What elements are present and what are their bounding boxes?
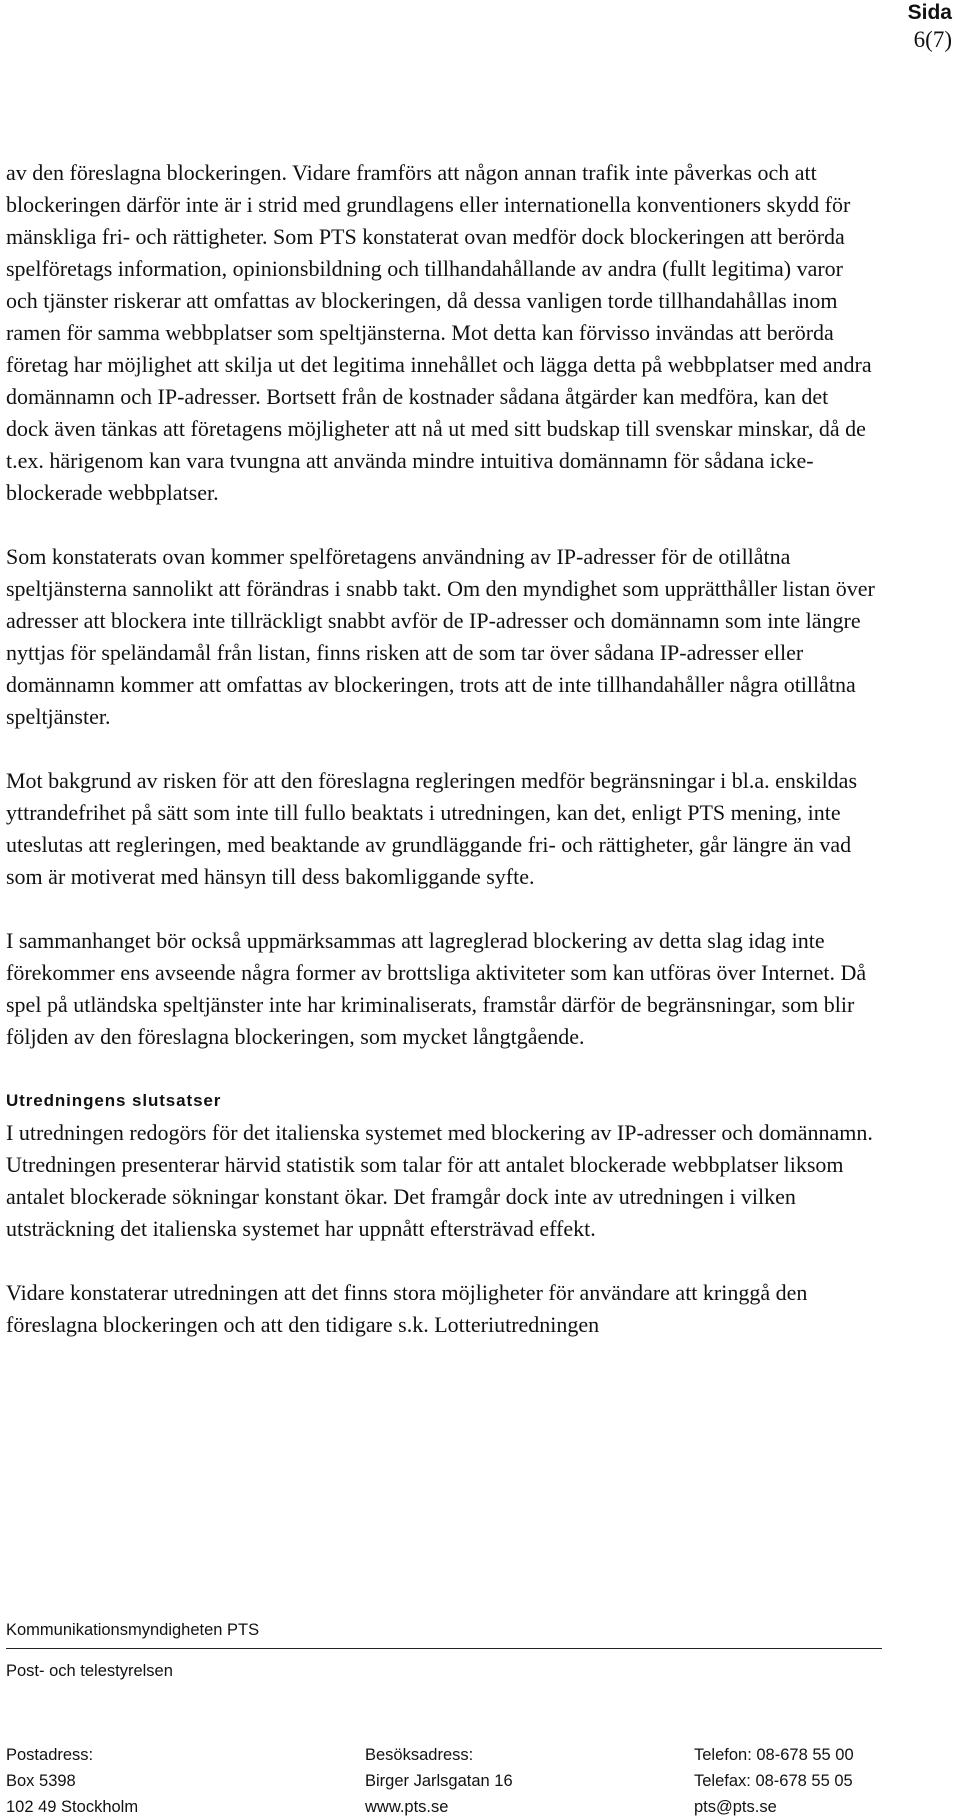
body-paragraph-2: Som konstaterats ovan kommer spelföretagens användning av IP-adresser för de otillåtna speltjänsterna sannolikt att förändras i snabb takt. Om den myndighet som upprätthåller listan över adresser att blockera inte tillräckligt snabbt avför de IP-adresser och domännamn som inte längre nyttjas för speländamål från listan, finns risken att de som tar över sådana IP-adresser eller domännamn kommer att omfattas av blockeringen, trots att de inte tillhandahåller några otillåtna speltjänster.	[6, 544, 875, 729]
visit-label: Besöksadress:	[365, 1746, 474, 1764]
footer-contact	[694, 1742, 854, 1820]
page-label: Sida	[907, 1, 952, 24]
body-paragraph-4: I sammanhanget bör också uppmärksammas att lagreglerad blockering av detta slag idag inte förekommer ens avseende några former av brottsliga aktiviteter som kan utföras över Internet. Då spel på utländska speltjänster inte har kriminaliserats, framstår därför de begränsningar, som blir följden av den föreslagna blockeringen, som mycket långtgående.	[6, 928, 867, 1049]
document-body	[6, 157, 876, 1373]
fax-number: Telefax: 08-678 55 05	[694, 1772, 853, 1790]
footer-visiting-address	[365, 1742, 513, 1820]
footer-divider	[6, 1648, 882, 1649]
page-header	[908, 0, 952, 54]
footer-postal-address	[6, 1742, 138, 1820]
visit-line-1: Birger Jarlsgatan 16	[365, 1772, 513, 1790]
footer-subtitle: Post- och telestyrelsen	[6, 1662, 173, 1680]
phone-number: Telefon: 08-678 55 00	[694, 1746, 854, 1764]
email-link[interactable]: pts@pts.se	[694, 1798, 777, 1816]
postal-label: Postadress:	[6, 1746, 94, 1764]
footer-organization: Kommunikationsmyndigheten PTS	[6, 1621, 260, 1639]
postal-line-1: Box 5398	[6, 1772, 76, 1790]
website-link[interactable]: www.pts.se	[365, 1798, 449, 1816]
page-footer	[6, 1617, 882, 1816]
section-paragraph-2: Vidare konstaterar utredningen att det finns stora möjligheter för användare att kringgå den föreslagna blockeringen och att den tidigare s.k. Lotteriutredningen	[6, 1280, 808, 1337]
page-number: 6(7)	[913, 27, 952, 52]
section-heading: Utredningens slutsatser	[6, 1091, 222, 1110]
section-paragraph-1: I utredningen redogörs för det italienska systemet med blockering av IP-adresser och domännamn. Utredningen presenterar härvid statistik som talar för att antalet blockerade webbplatser liksom antalet blockerade sökningar konstant ökar. Det framgår dock inte av utredningen i vilken utsträckning det italienska systemet har uppnått eftersträvad effekt.	[6, 1120, 873, 1241]
body-paragraph-1: av den föreslagna blockeringen. Vidare framförs att någon annan trafik inte påverkas och att blockeringen därför inte är i strid med grundlagens eller internationella konventioners skydd för mänskliga fri- och rättigheter. Som PTS konstaterat ovan medför dock blockeringen att berörda spelföretags information, opinionsbildning och tillhandahållande av andra (fullt legitima) varor och tjänster riskerar att omfattas av blockeringen, då dessa vanligen torde tillhandahållas inom ramen för samma webbplatser som speltjänsterna. Mot detta kan förvisso invändas att berörda företag har möjlighet att skilja ut det legitima innehållet och lägga detta på webbplatser med andra domännamn och IP-adresser. Bortsett från de kostnader sådana åtgärder kan medföra, kan det dock även tänkas att företagens möjligheter att nå ut med sitt budskap till svenskar minskar, då de t.ex. härigenom kan vara tvungna att använda mindre intuitiva domännamn för sådana icke-blockerade webbplatser.	[6, 160, 872, 505]
body-paragraph-3: Mot bakgrund av risken för att den föreslagna regleringen medför begränsningar i bl.a. enskildas yttrandefrihet på sätt som inte till fullo beaktats i utredningen, kan det, enligt PTS mening, inte uteslutas att regleringen, med beaktande av grundläggande fri- och rättigheter, går längre än vad som är motiverat med hänsyn till dess bakomliggande syfte.	[6, 768, 858, 889]
postal-line-2: 102 49 Stockholm	[6, 1798, 139, 1816]
